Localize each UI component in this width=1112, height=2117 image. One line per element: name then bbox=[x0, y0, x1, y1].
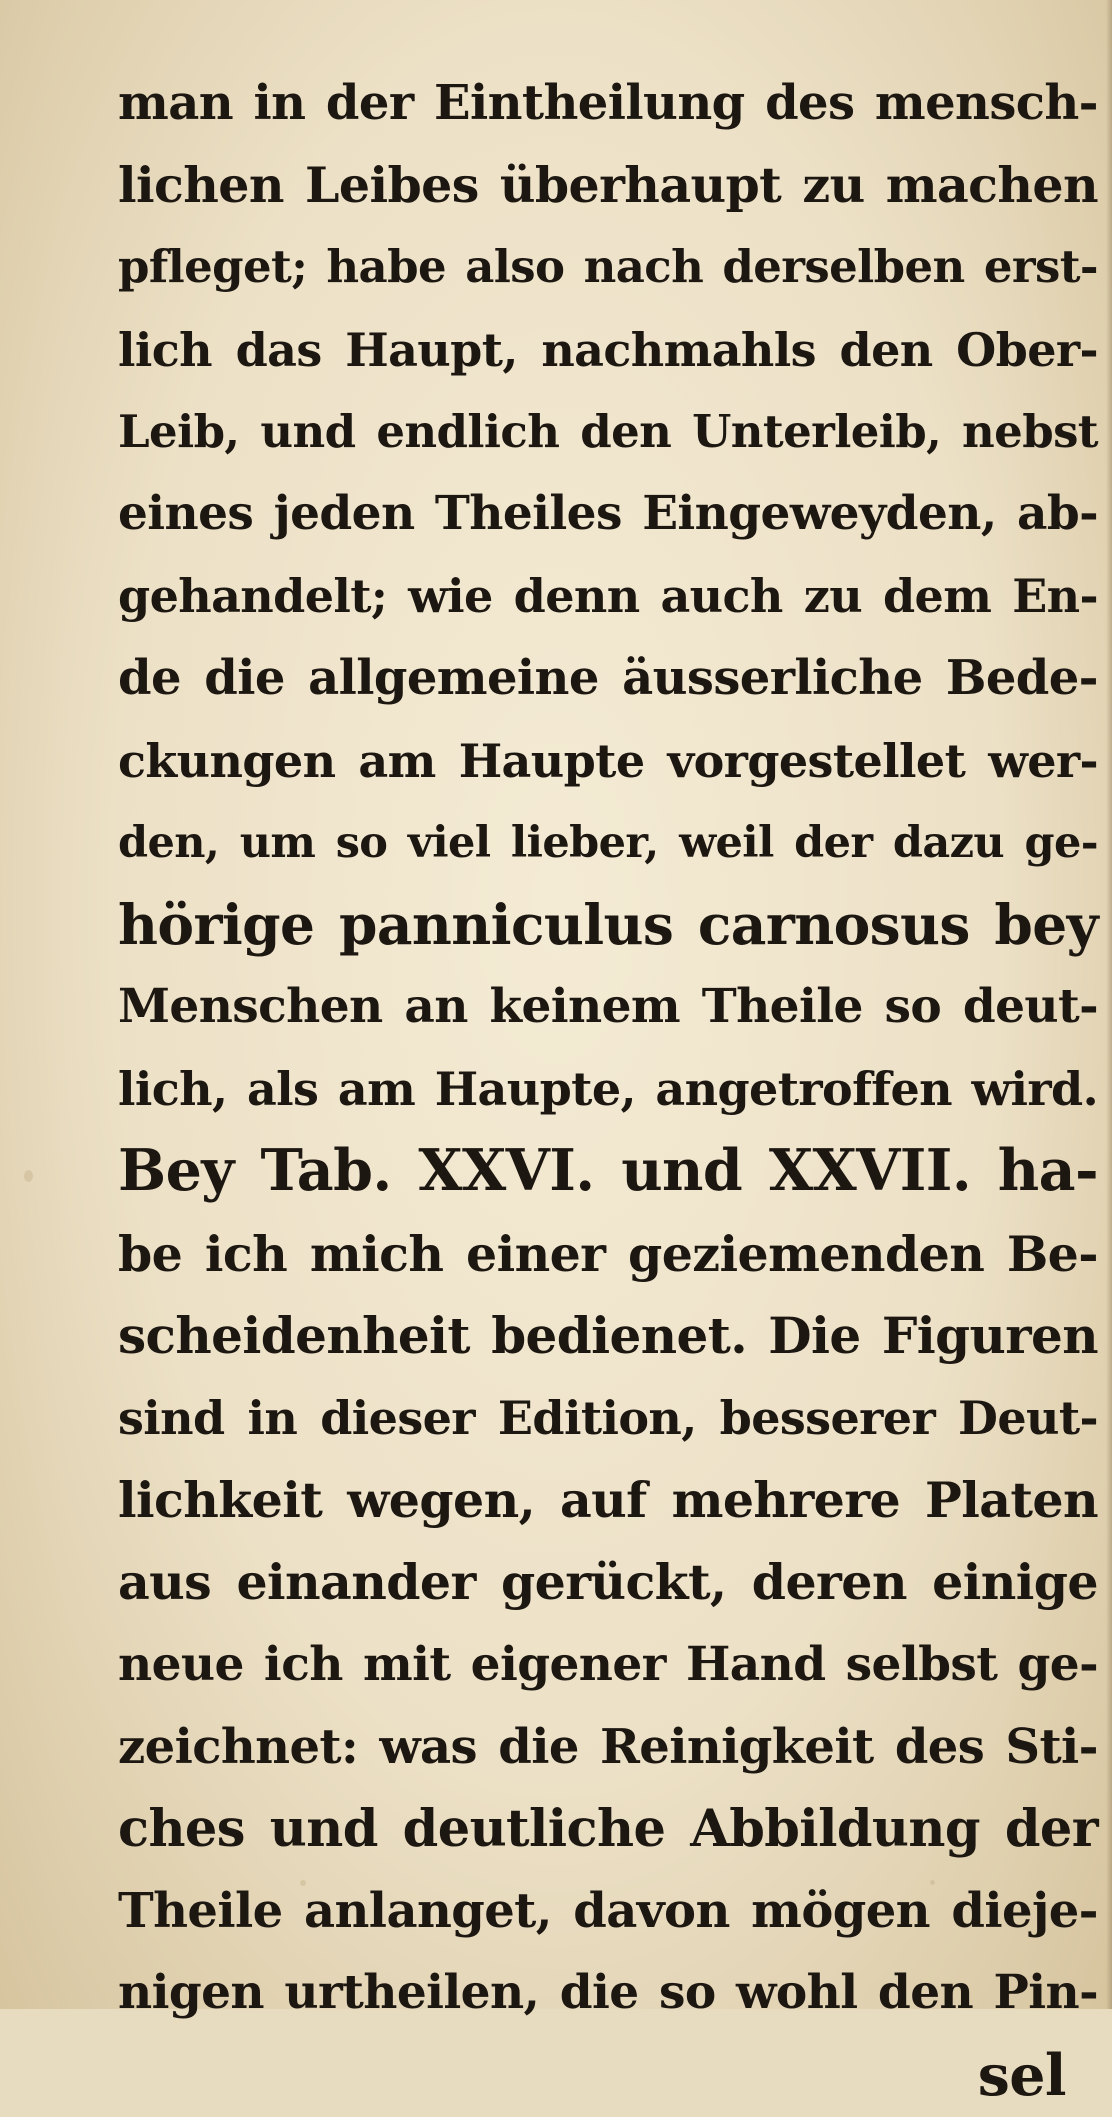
text-line: Menschen an keinem Theile so deut- bbox=[118, 979, 1098, 1035]
text-line: lichkeit wegen, auf mehrere Platen bbox=[118, 1471, 1098, 1530]
text-line: hörige panniculus carnosus bey bbox=[118, 891, 1098, 957]
page-edge-shadow bbox=[1106, 0, 1112, 2009]
text-line: sind in dieser Edition, besserer Deut- bbox=[118, 1391, 1098, 1445]
text-line: Bey Tab. XXVI. und XXVII. ha- bbox=[118, 1137, 1098, 1205]
catchword: sel bbox=[977, 2041, 1066, 2109]
text-line: Theile anlanget, davon mögen dieje- bbox=[118, 1883, 1098, 1940]
paper-stain bbox=[24, 1170, 33, 1182]
body-text bbox=[118, 62, 1098, 2117]
text-line: lich, als am Haupte, angetroffen wird. bbox=[118, 1062, 1098, 1117]
text-line: pfleget; habe also nach derselben erst- bbox=[118, 240, 1098, 294]
text-line: scheidenheit bedienet. Die Figuren bbox=[118, 1305, 1098, 1365]
text-line: zeichnet: was die Reinigkeit des Sti- bbox=[118, 1718, 1098, 1775]
text-line: neue ich mit eigener Hand selbst ge- bbox=[118, 1636, 1098, 1692]
text-line: de die allgemeine äusserliche Bede- bbox=[118, 650, 1098, 707]
text-line: man in der Eintheilung des mensch- bbox=[118, 75, 1098, 131]
text-line: be ich mich einer geziemenden Be- bbox=[118, 1224, 1098, 1283]
text-line: aus einander gerückt, deren einige bbox=[118, 1553, 1098, 1612]
text-line: lichen Leibes überhaupt zu machen bbox=[118, 156, 1098, 215]
text-line: gehandelt; wie denn auch zu dem En- bbox=[118, 569, 1098, 624]
text-line: den, um so viel lieber, weil der dazu ge- bbox=[118, 817, 1098, 868]
text-line: eines jeden Theiles Eingeweyden, ab- bbox=[118, 485, 1098, 541]
text-line: Leib, und endlich den Unterleib, nebst bbox=[118, 404, 1098, 458]
text-line: nigen urtheilen, die so wohl den Pin- bbox=[118, 1965, 1098, 2021]
text-line: ckungen am Haupte vorgestellet wer- bbox=[118, 733, 1098, 788]
text-line: lich das Haupt, nachmahls den Ober- bbox=[118, 322, 1098, 377]
text-line: ches und deutliche Abbildung der bbox=[118, 1798, 1098, 1859]
